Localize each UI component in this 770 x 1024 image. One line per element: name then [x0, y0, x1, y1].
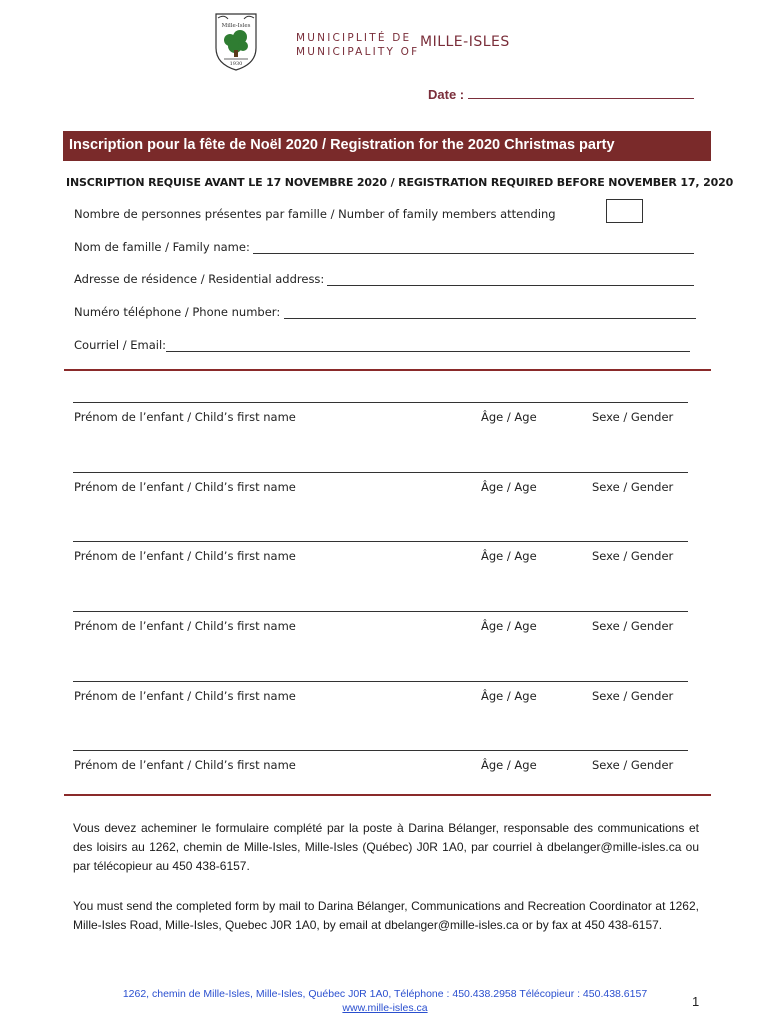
child-5-line[interactable]	[73, 681, 688, 682]
child-5-age-label: Âge / Age	[481, 689, 537, 703]
child-2-age-label: Âge / Age	[481, 480, 537, 494]
child-4-age-label: Âge / Age	[481, 619, 537, 633]
child-6-gender-label: Sexe / Gender	[592, 758, 674, 772]
child-5-gender-label: Sexe / Gender	[592, 689, 674, 703]
footer	[0, 987, 770, 1015]
child-4-gender-label: Sexe / Gender	[592, 619, 674, 633]
family-name-label: Nom de famille / Family name:	[74, 240, 250, 254]
child-3-line[interactable]	[73, 541, 688, 542]
section-divider-bottom	[64, 794, 711, 796]
address-label: Adresse de résidence / Residential address:	[74, 272, 325, 286]
child-3-age-label: Âge / Age	[481, 549, 537, 563]
deadline-notice: INSCRIPTION REQUISE AVANT LE 17 NOVEMBRE 2020 / REGISTRATION REQUIRED BEFORE NOVEMBER 17, 2020	[66, 176, 734, 189]
child-6-age-label: Âge / Age	[481, 758, 537, 772]
page-number: 1	[692, 994, 700, 1009]
child-4-line[interactable]	[73, 611, 688, 612]
address-field[interactable]	[327, 285, 694, 286]
section-divider	[64, 369, 711, 371]
child-5-name-label: Prénom de l’enfant / Child’s first name	[74, 689, 296, 703]
phone-field[interactable]	[284, 318, 696, 319]
email-label: Courriel / Email:	[74, 338, 167, 352]
child-6-name-label: Prénom de l’enfant / Child’s first name	[74, 758, 296, 772]
email-field[interactable]	[166, 351, 690, 352]
mille-isles-crest-icon	[212, 10, 260, 72]
municipality-label-en: MUNICIPALITY OF	[296, 46, 420, 58]
footer-website-link[interactable]: www.mille-isles.ca	[342, 1002, 428, 1014]
child-6-line[interactable]	[73, 750, 688, 751]
child-1-line[interactable]	[73, 402, 688, 403]
footer-address: 1262, chemin de Mille-Isles, Mille-Isles, Québec J0R 1A0, Téléphone : 450.438.2958 Télécopieur : 450.438.6157	[122, 988, 648, 1000]
child-1-age-label: Âge / Age	[481, 410, 537, 424]
date-label: Date :	[428, 87, 465, 102]
child-4-name-label: Prénom de l’enfant / Child’s first name	[74, 619, 296, 633]
family-name-field[interactable]	[253, 253, 694, 254]
child-2-line[interactable]	[73, 472, 688, 473]
child-2-gender-label: Sexe / Gender	[592, 480, 674, 494]
child-1-name-label: Prénom de l’enfant / Child’s first name	[74, 410, 296, 424]
family-count-box[interactable]	[606, 199, 643, 223]
child-1-gender-label: Sexe / Gender	[592, 410, 674, 424]
logo-text: Mille-Isles	[221, 23, 251, 29]
child-3-gender-label: Sexe / Gender	[592, 549, 674, 563]
child-2-name-label: Prénom de l’enfant / Child’s first name	[74, 480, 296, 494]
date-row	[428, 87, 694, 102]
phone-label: Numéro téléphone / Phone number:	[74, 305, 281, 319]
date-input-line[interactable]	[468, 88, 694, 99]
instructions-fr: Vous devez acheminer le formulaire complété par la poste à Darina Bélanger, responsable des communications et des loisirs au 1262, chemin de Mille-Isles, Mille-Isles (Québec) J0R 1A0, par courriel à dbelanger@mille-isles.ca ou par télécopieur au 450 438-6157.	[73, 821, 699, 873]
municipality-label-fr: MUNICIPLITÉ DE	[296, 32, 412, 44]
title-banner	[63, 131, 711, 161]
child-3-name-label: Prénom de l’enfant / Child’s first name	[74, 549, 296, 563]
municipality-name: MILLE-ISLES	[420, 34, 510, 50]
page-title: Inscription pour la fête de Noël 2020 / Registration for the 2020 Christmas party	[69, 137, 615, 153]
family-count-label: Nombre de personnes présentes par famille / Number of family members attending	[74, 207, 556, 221]
logo-year: 1930	[229, 61, 243, 67]
instructions-en: You must send the completed form by mail to Darina Bélanger, Communications and Recreation Coordinator at 1262, Mille-Isles Road, Mille-Isles, Quebec J0R 1A0, by email at dbelanger@mille-isles.ca or by fax at 450 438-6157.	[73, 899, 699, 932]
